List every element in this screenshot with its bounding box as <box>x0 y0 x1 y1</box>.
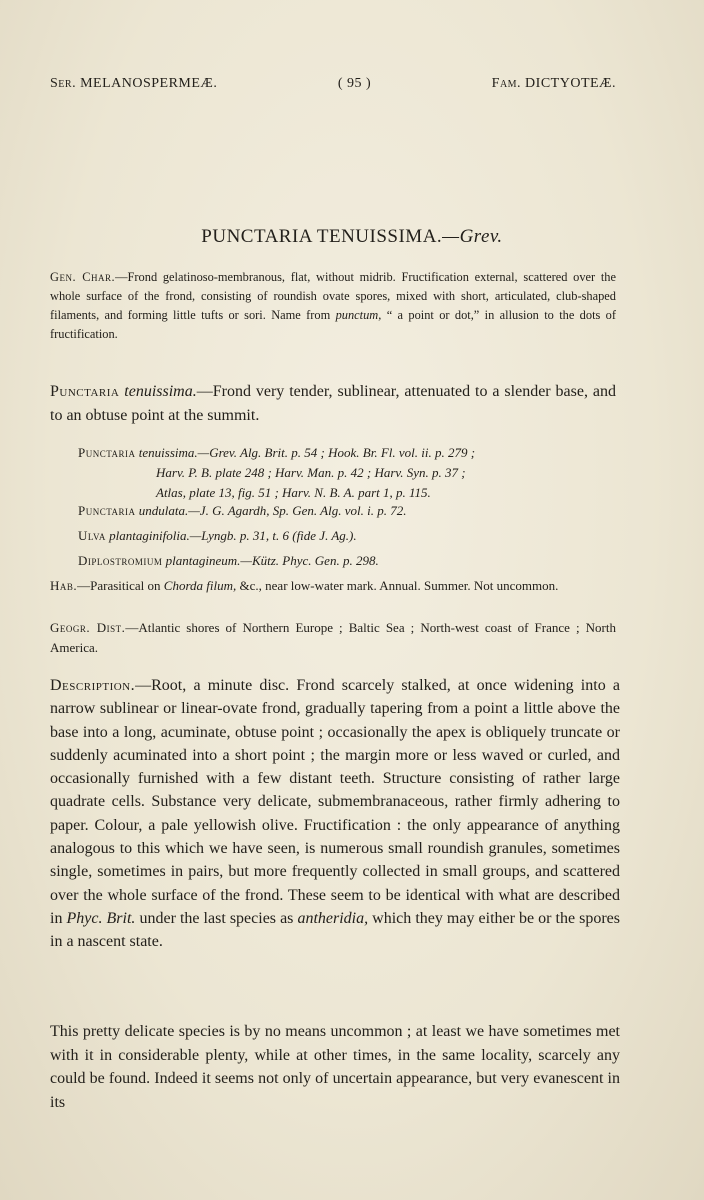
description-label: Description. <box>50 677 136 694</box>
synonym-ref: —Lyngb. p. 31, t. 6 (fide J. Ag.). <box>189 528 357 543</box>
habitat-italic: Chorda filum, <box>163 578 237 593</box>
synonym-epithet: plantaginifolia. <box>109 528 190 543</box>
habitat-label: Hab. <box>50 578 78 593</box>
synonym-2 <box>78 501 616 521</box>
synonym-1 <box>78 443 616 503</box>
synonym-ref: —J. G. Agardh, Sp. Gen. Alg. vol. i. p. 72. <box>188 503 407 518</box>
species-epithet: tenuissima. <box>124 383 197 400</box>
species-diagnosis <box>50 380 616 428</box>
description-text-b: under the last species as <box>135 909 298 927</box>
synonym-genus: Diplostromium <box>78 553 163 568</box>
description-text-c: which they may either be or the spores in a nascent state. <box>50 909 620 951</box>
species-title <box>0 226 704 248</box>
genus-char-text-a: —Frond gelatinoso-membranous, flat, without midrib. Fructification external, scattered over the whole surface of the frond, consisting of roundish ovate spores, mixed with short, articulated, club-shaped filaments, and forming little tufts or sori. Name from <box>50 270 616 322</box>
header-series: Ser. MELANOSPERMEÆ. <box>50 76 218 91</box>
geography-text: —Atlantic shores of Northern Europe ; Baltic Sea ; North-west coast of France ; North America. <box>50 620 616 655</box>
synonym-epithet: plantagineum. <box>165 553 241 568</box>
synonym-ref-line3: Atlas, plate 13, fig. 51 ; Harv. N. B. A. part 1, p. 115. <box>156 485 431 500</box>
geographic-distribution <box>50 618 616 658</box>
synonym-epithet: undulata. <box>138 503 189 518</box>
synonym-ref-line2: Harv. P. B. plate 248 ; Harv. Man. p. 42 ; Harv. Syn. p. 37 ; <box>156 465 466 480</box>
synonym-epithet: tenuissima. <box>138 445 198 460</box>
description-italic-b: antheridia, <box>297 909 369 927</box>
description-text-a: —Root, a minute disc. Frond scarcely stalked, at once widening into a narrow sublinear or linear-ovate frond, gradually tapering from a point a little above the base into a long, acuminate, obtuse point ; occasionally the apex is obliquely truncate or suddenly acuminated into a short point ; the margin more or less waved or curled, and occasionally furnished with a few distant teeth. Structure consisting of rather large quadrate cells. Substance very delicate, submembranaceous, rather firmly adhering to paper. Colour, a pale yellowish olive. Fructification : the only appearance of anything analogous to this which we have seen, is numerous small roundish granules, sometimes single, sometimes in pairs, but more frequently collected in small groups, and scattered over the whole surface of the frond. These seem to be identical with what are described in <box>50 677 620 927</box>
synonym-3 <box>78 526 616 546</box>
synonym-genus: Punctaria <box>78 445 136 460</box>
habitat <box>50 576 616 596</box>
species-text: —Frond very tender, sublinear, attenuated to a slender base, and to an obtuse point at the summit. <box>50 383 616 424</box>
synonym-ref-line1: —Grev. Alg. Brit. p. 54 ; Hook. Br. Fl. vol. ii. p. 279 ; <box>197 445 476 460</box>
synonym-genus: Ulva <box>78 528 106 543</box>
page-number: ( 95 ) <box>337 76 372 91</box>
running-header <box>50 76 616 92</box>
species-genus: Punctaria <box>50 383 120 400</box>
body-paragraph: This pretty delicate species is by no means uncommon ; at least we have sometimes met with it in considerable plenty, while at other times, in the same locality, scarcely any could be found. Indeed it seems not only of uncertain appearance, but very evanescent in its <box>50 1023 620 1111</box>
title-name: PUNCTARIA TENUISSIMA. <box>201 226 443 247</box>
genus-char-label: Gen. Char. <box>50 270 116 284</box>
genus-character <box>50 268 616 344</box>
synonym-4 <box>78 551 616 571</box>
habitat-text-a: —Parasitical on <box>77 578 164 593</box>
habitat-text-b: &c., near low-water mark. Annual. Summer. Not uncommon. <box>236 578 559 593</box>
synonym-ref: —Kütz. Phyc. Gen. p. 298. <box>240 553 379 568</box>
title-author: —Grev. <box>442 226 503 247</box>
genus-char-italic: punctum, <box>335 308 382 322</box>
header-family: Fam. DICTYOTEÆ. <box>491 76 616 91</box>
geography-label: Geogr. Dist. <box>50 620 126 635</box>
genus-char-text-b: “ a point or dot,” in allusion to the dots of fructification. <box>50 308 617 341</box>
description-italic-a: Phyc. Brit. <box>66 909 136 927</box>
description <box>50 674 620 954</box>
synonym-genus: Punctaria <box>78 503 136 518</box>
